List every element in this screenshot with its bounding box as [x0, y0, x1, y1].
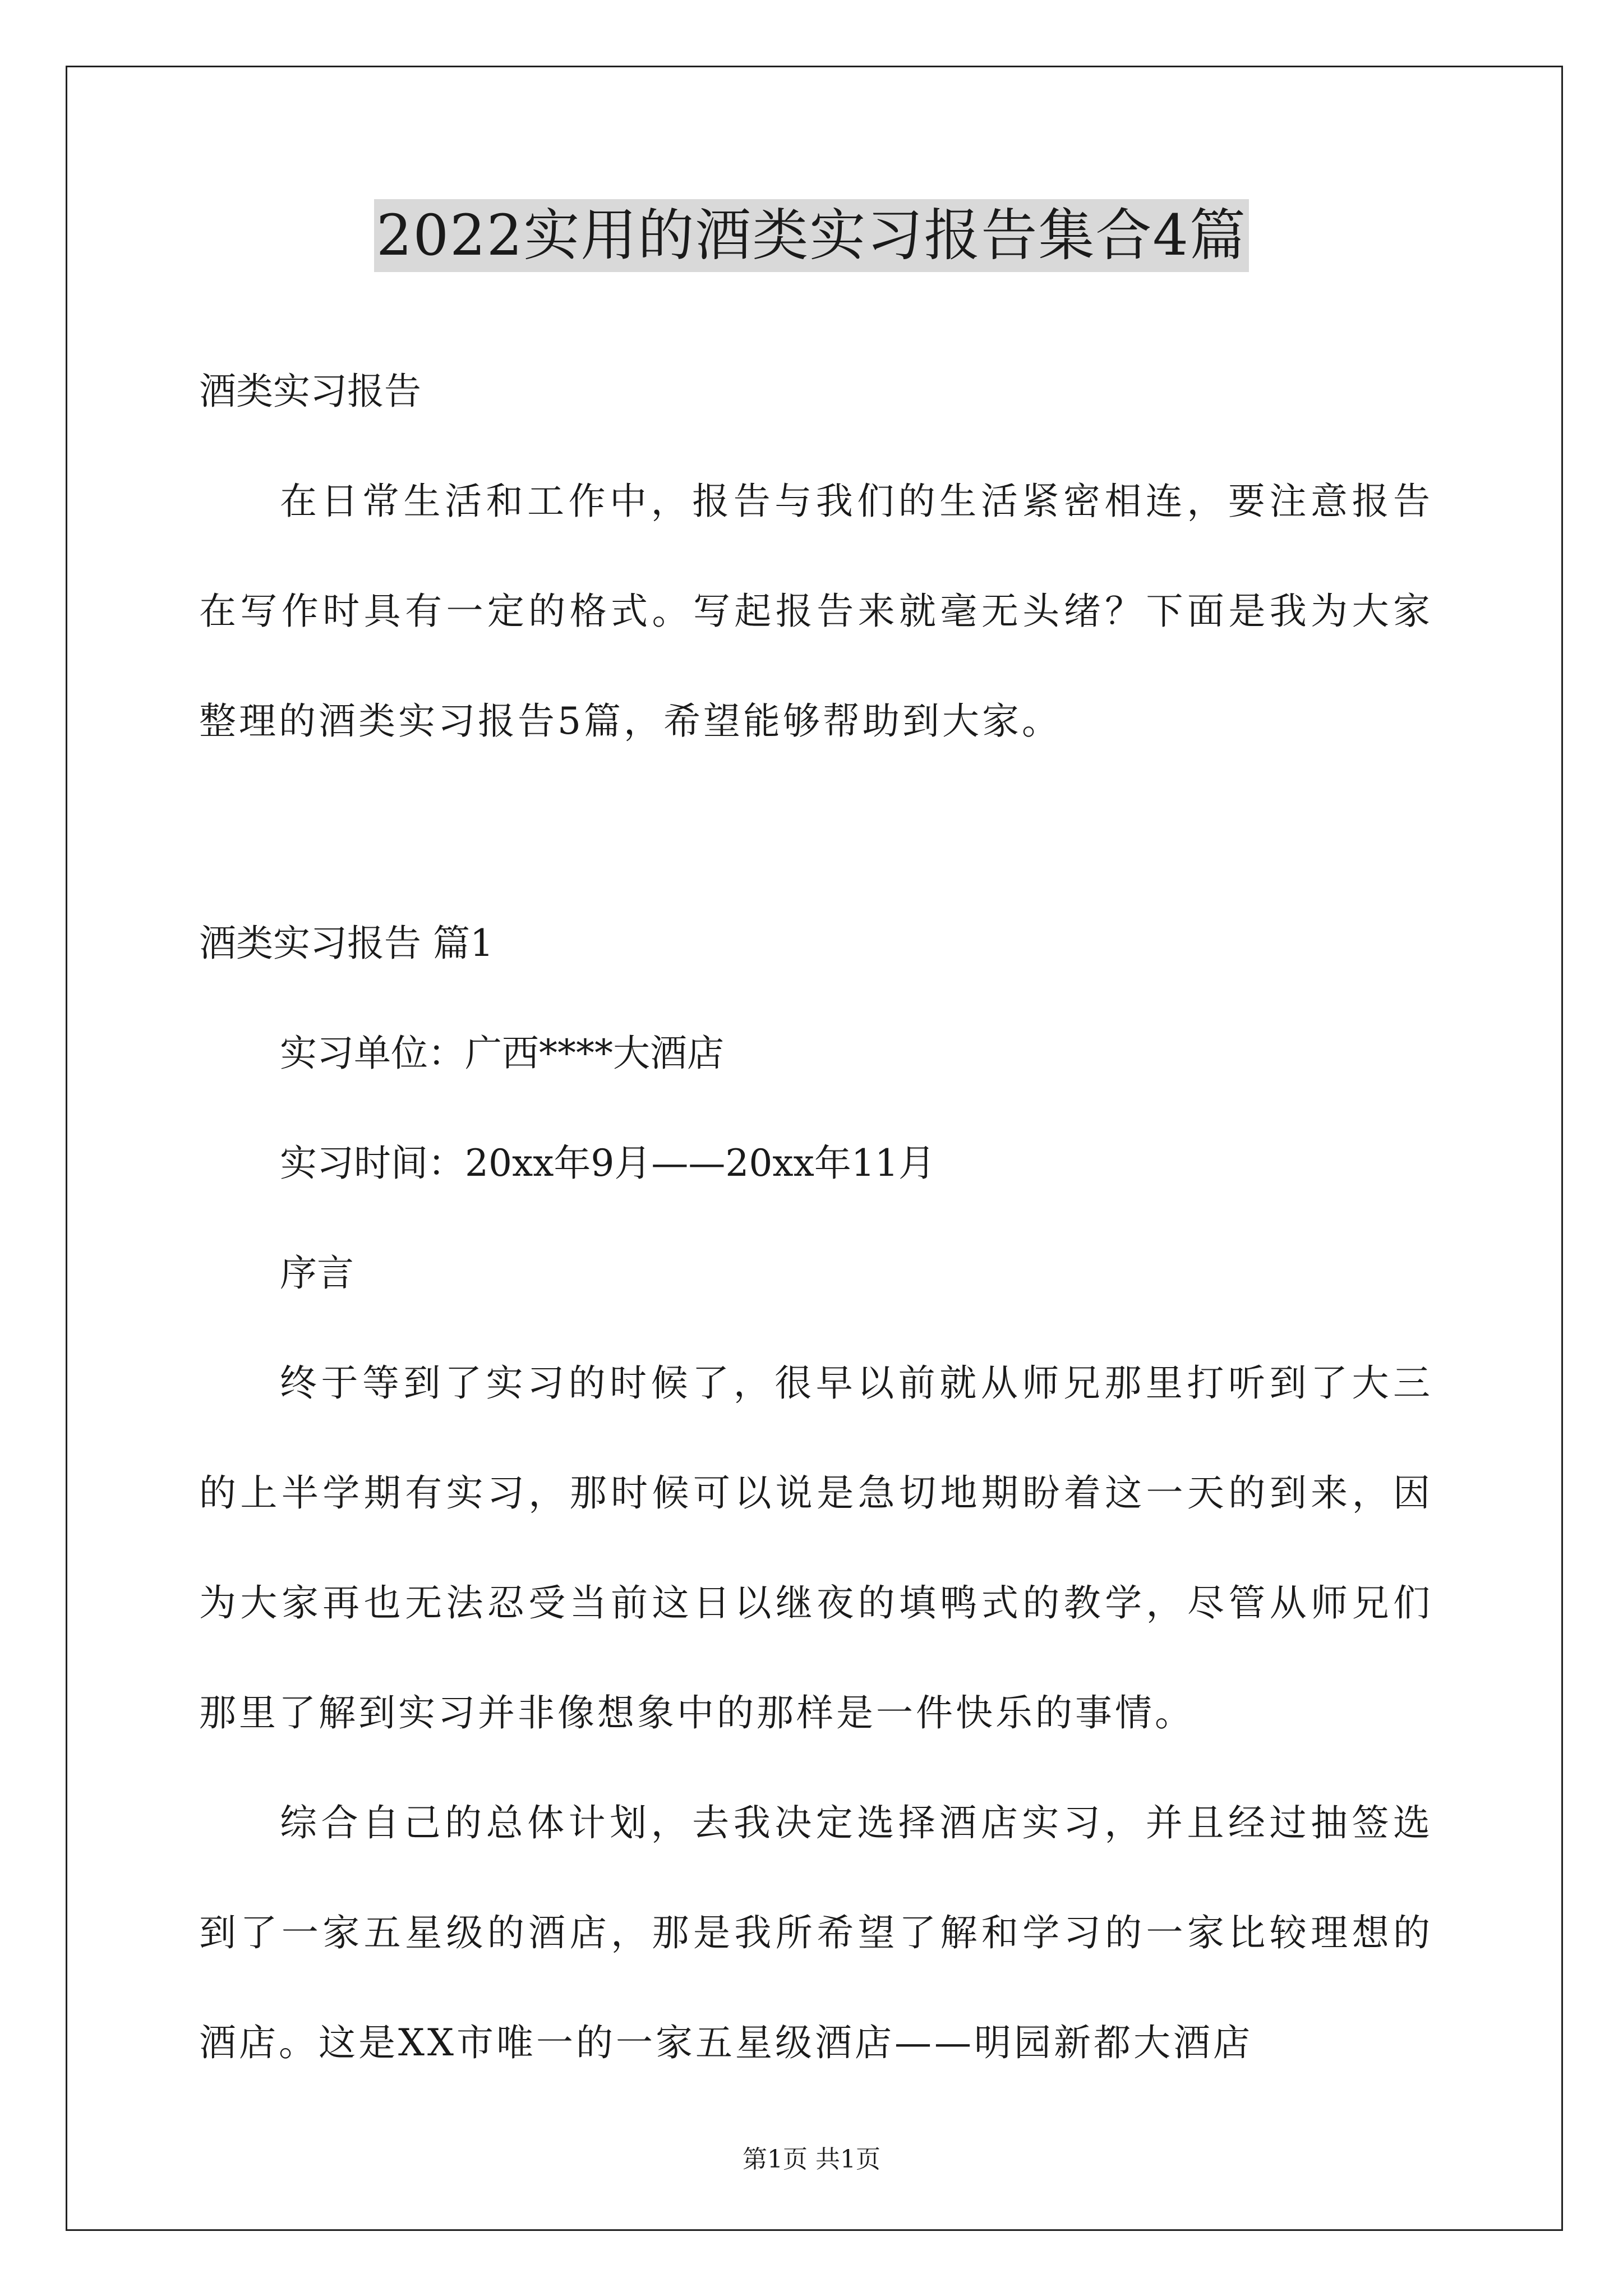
title-wrap [0, 199, 1623, 272]
intro-heading: 酒类实习报告 [199, 370, 421, 413]
section-gap [199, 776, 1433, 889]
body-paragraph-2: 综合自己的总体计划，去我决定选择酒店实习，并且经过抽签选到了一家五星级的酒店，那是我所希望了解和学习的一家比较理想的酒店。这是XX市唯一的一家五星级酒店——明园新都大酒店 [199, 1801, 1433, 2064]
preface-label: 序言 [280, 1251, 354, 1295]
document-title: 2022实用的酒类实习报告集合4篇 [374, 199, 1249, 272]
document-body [199, 337, 1433, 2098]
intro-paragraph: 在日常生活和工作中，报告与我们的生活紧密相连，要注意报告在写作时具有一定的格式。写起报告来就毫无头绪？下面是我为大家整理的酒类实习报告5篇，希望能够帮助到大家。 [199, 480, 1433, 743]
body-paragraph-1: 终于等到了实习的时候了，很早以前就从师兄那里打听到了大三的上半学期有实习，那时候可以说是急切地期盼着这一天的到来，因为大家再也无法忍受当前这日以继夜的填鸭式的教学，尽管从师兄们那里了解到实习并非像想象中的那样是一件快乐的事情。 [199, 1361, 1433, 1734]
page-footer: 第1页 共1页 [743, 2145, 880, 2174]
unit-line: 实习单位：广西****大酒店 [280, 1032, 724, 1075]
time-line: 实习时间：20xx年9月——20xx年11月 [280, 1142, 935, 1185]
section1-heading: 酒类实习报告 篇1 [199, 922, 494, 965]
